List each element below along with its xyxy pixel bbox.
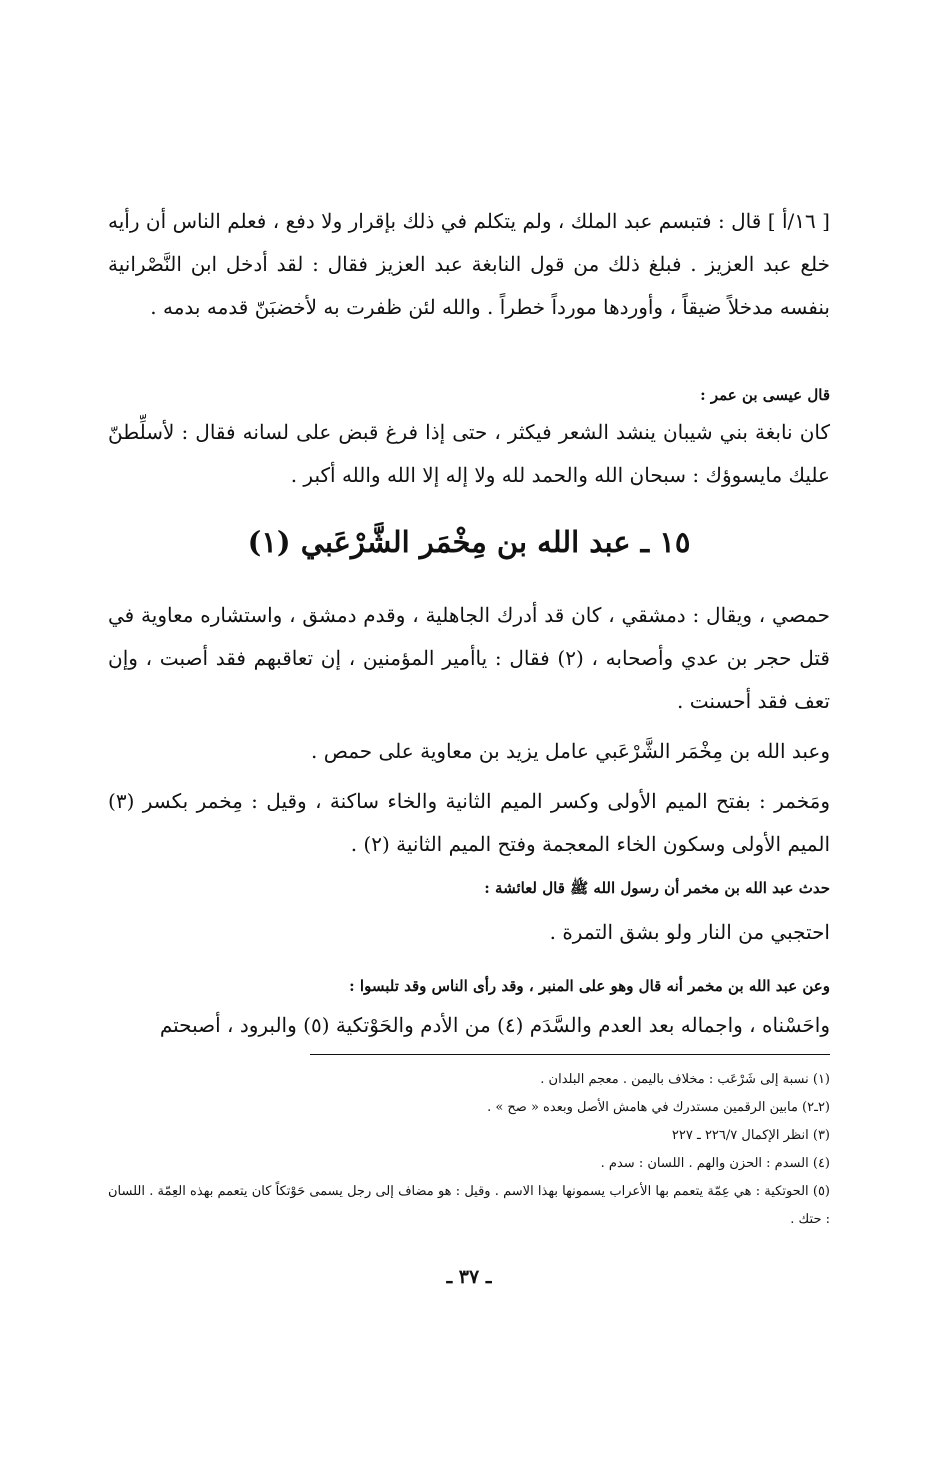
- footnote-3: (٣) انظر الإكمال ٢٢٦/٧ ـ ٢٢٧: [671, 1128, 830, 1143]
- footnote-1: (١) نسبة إلى شَرْعَب : مخلاف باليمن . معجم البلدان .: [540, 1072, 830, 1087]
- paragraph-abd-al-malik: [ ١٦/أ ] قال : فتبسم عبد الملك ، ولم يتكلم في ذلك بإقرار ولا دفع ، فعلم الناس أن رأيه خلع عبد العزيز . فبلغ ذلك من قول النابغة عبد العزيز فقال : لقد أدخل ابن النَّصْرانية بنفسه مدخلاً ضيقاً ، وأوردها مورداً خطراً . والله لئن ظفرت به لأخضبَنّ قدمه بدمه .: [108, 209, 830, 319]
- paragraph-minbar: واحَسْناه ، واجماله بعد العدم والسَّدَم (٤) من الأدم والحَوْتكية (٥) والبرود ، أصبحتم: [159, 1013, 830, 1037]
- hadith-text: احتجبي من النار ولو بشق التمرة .: [549, 920, 830, 944]
- paragraph-name-vocalization: ومَخمر : بفتح الميم الأولى وكسر الميم الثانية والخاء ساكنة ، وقيل : مِخمر بكسر (٣) الميم الأولى وسكون الخاء المعجمة وفتح الميم الثانية (٢) .: [108, 789, 830, 856]
- paragraph-governor: وعبد الله بن مِخْمَر الشَّرْعَبي عامل يزيد بن معاوية على حمص .: [311, 739, 830, 763]
- section-heading: ١٥ ـ عبد الله بن مِخْمَر الشَّرْعَبي (١): [247, 525, 691, 559]
- paragraph-biography: حمصي ، ويقال : دمشقي ، كان قد أدرك الجاهلية ، وقدم دمشق ، واستشاره معاوية في قتل حجر بن عدي وأصحابه ، (٢) فقال : ياأمير المؤمنين ، إن تعاقبهم فقد أصبت ، وإن تعف فقد أحسنت .: [108, 603, 830, 713]
- paragraph-nabigha: كان نابغة بني شيبان ينشد الشعر فيكثر ، حتى إذا فرغ قبض على لسانه فقال : لأسلِّطنّ عليك مايسوؤك : سبحان الله والحمد لله ولا إله إلا الله والله أكبر .: [108, 420, 830, 487]
- narrator-label-isa: قال عيسى بن عمر :: [700, 386, 830, 404]
- footnote-4: (٤) السدم : الحزن والهم . اللسان : سدم .: [600, 1156, 830, 1171]
- hadith-label: حدث عبد الله بن مخمر أن رسول الله ﷺ قال لعائشة :: [484, 879, 830, 897]
- footnote-2: (٢ـ٢) مابين الرقمين مستدرك في هامش الأصل وبعده « صح » .: [487, 1100, 830, 1115]
- footnote-5: (٥) الحوتكية : هي عِمّة يتعمم بها الأعراب يسمونها بهذا الاسم . وقيل : هو مضاف إلى رجل يسمى حَوْتكاً كان يتعمم بهذه العِمّة . اللسان : حتك .: [108, 1184, 830, 1227]
- page-number: ـ ٣٧ ـ: [446, 1266, 492, 1288]
- footnote-divider: [310, 1054, 830, 1056]
- minbar-label: وعن عبد الله بن مخمر أنه قال وهو على المنبر ، وقد رأى الناس وقد تلبسوا :: [349, 977, 830, 995]
- footnotes: [108, 1066, 830, 1234]
